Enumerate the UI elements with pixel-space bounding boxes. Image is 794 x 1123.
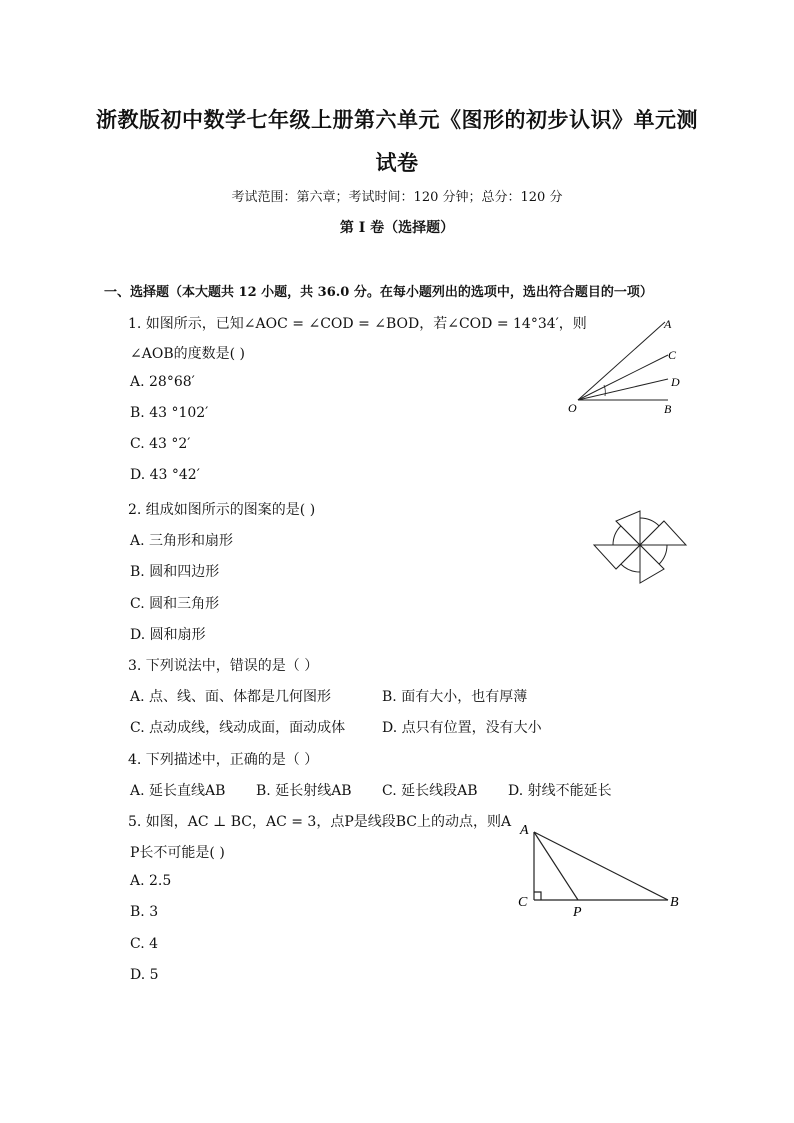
ray-oc (578, 355, 668, 400)
question-3-option-d: D. 点只有位置，没有大小 (382, 720, 542, 736)
pinwheel-figure (590, 505, 692, 585)
label-o: O (568, 401, 577, 415)
question-3-stem: 3. 下列说法中，错误的是（ ） (128, 658, 319, 674)
question-4-option-d: D. 射线不能延长 (508, 783, 612, 799)
segment-ab (534, 832, 668, 900)
label-b: B (664, 402, 672, 416)
label-c: C (668, 348, 677, 362)
blade-3 (640, 545, 664, 583)
question-1-option-a: A. 28°68′ (130, 374, 195, 390)
question-5-option-d: D. 5 (130, 967, 159, 983)
right-angle-mark (534, 892, 541, 900)
question-3-option-c: C. 点动成线，线动成面，面动成体 (130, 720, 346, 736)
question-2-stem: 2. 组成如图所示的图案的是( ) (128, 502, 316, 518)
label-c: C (518, 895, 528, 910)
document-title-line2: 试卷 (375, 150, 419, 175)
volume-title: 第 I 卷（选择题） (339, 220, 455, 236)
question-2-option-a: A. 三角形和扇形 (130, 533, 234, 549)
question-5-option-c: C. 4 (130, 936, 159, 952)
question-3-option-a: A. 点、线、面、体都是几何图形 (130, 689, 332, 705)
question-1-stem: 1. 如图所示，已知∠AOC = ∠COD = ∠BOD，若∠COD = 14°34′，则 (128, 316, 587, 332)
question-5-option-b: B. 3 (130, 904, 159, 920)
question-1-option-c: C. 43 °2′ (130, 436, 191, 452)
question-4-stem: 4. 下列描述中，正确的是（ ） (128, 752, 319, 768)
label-b: B (670, 895, 679, 910)
label-a: A (664, 317, 672, 331)
label-a: A (520, 823, 529, 838)
question-2-option-d: D. 圆和扇形 (130, 627, 206, 643)
question-5-stem-cont: P长不可能是( ) (130, 845, 225, 861)
question-3-option-b: B. 面有大小，也有厚薄 (382, 689, 528, 705)
label-p: P (573, 905, 582, 920)
blade-4 (594, 545, 640, 569)
question-2-option-c: C. 圆和三角形 (130, 596, 220, 612)
question-5-option-a: A. 2.5 (130, 873, 172, 889)
label-d: D (671, 375, 680, 389)
angle-figure (560, 312, 690, 422)
question-1-option-d: D. 43 °42′ (130, 467, 200, 483)
ray-oa (578, 322, 665, 400)
segment-ap (534, 832, 578, 900)
question-1-stem-cont: ∠AOB的度数是( ) (130, 346, 245, 362)
document-title-line1: 浙教版初中数学七年级上册第六单元《图形的初步认识》单元测 (96, 107, 698, 132)
exam-info: 考试范围：第六章；考试时间：120 分钟；总分：120 分 (231, 190, 563, 205)
question-2-option-b: B. 圆和四边形 (130, 564, 220, 580)
question-1-option-b: B. 43 °102′ (130, 405, 209, 421)
triangle-figure (510, 820, 690, 920)
section-header: 一、选择题（本大题共 12 小题，共 36.0 分。在每小题列出的选项中，选出符合题目的一项） (104, 285, 653, 300)
question-5-stem: 5. 如图，AC ⊥ BC，AC = 3，点P是线段BC上的动点，则A (128, 814, 512, 830)
question-4-option-a: A. 延长直线AB (130, 783, 226, 799)
question-4-option-b: B. 延长射线AB (256, 783, 352, 799)
question-4-option-c: C. 延长线段AB (382, 783, 478, 799)
ray-od (578, 379, 668, 400)
blade-2 (640, 521, 686, 545)
